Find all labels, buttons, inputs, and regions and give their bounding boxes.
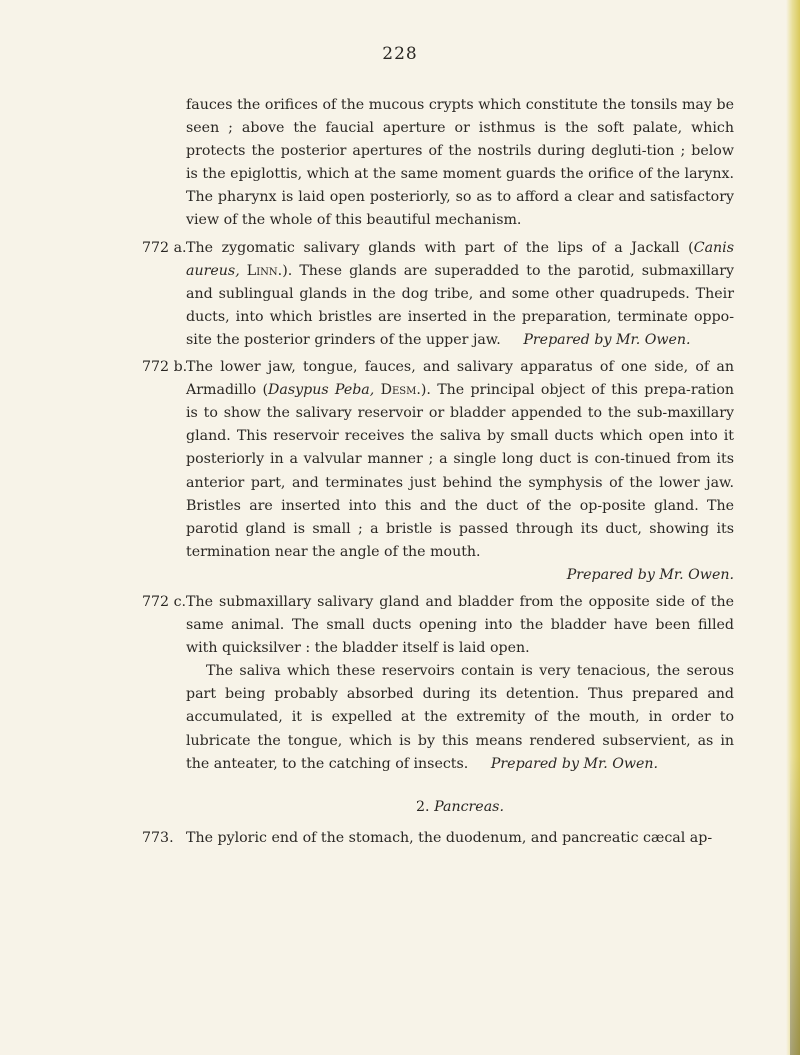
species-name: Dasypus Peba,	[268, 382, 375, 399]
intro-paragraph: fauces the orifices of the mucous crypts which constitute the tonsils may be seen ; above the faucial aperture or isthmus is the soft palate, which protects the posterior apertures of the nostrils during degluti-tion ; below is the epiglottis, which at the same moment guards the orifice of the larynx. The pharynx is laid open posteriorly, so as to afford a clear and satisfactory view of the whole of this beautiful mechanism.	[186, 97, 734, 229]
entry-text: The submaxillary salivary gland and bladder from the opposite side of the same animal. The small ducts opening into the bladder have been filled with quicksilver : the bladder itself is laid open.	[186, 593, 734, 657]
page-number: 228	[382, 44, 418, 64]
authority: Linn.	[246, 262, 283, 279]
section-number: 2.	[416, 798, 430, 815]
page-edge-shadow	[790, 755, 800, 1055]
entry-text: The lower jaw, tongue, fauces, and salivary apparatus of one side, of an Armadillo (Dasypus Peba, Desm.). The principal object of this prepa-ration is to show the salivary reservoir or bladder appended to the sub-maxillary gland. This reservoir receives the saliva by small ducts which open into it posteriorly in a valvular manner ; a single long duct is con-tinued from its anterior part, and terminates just behind the symphysis of the lower jaw. Bristles are inserted into this and the duct of the op-posite gland. The parotid gland is small ; a bristle is passed through its duct, showing its termination near the angle of the mouth.	[186, 359, 734, 560]
entry-continuation: The saliva which these reservoirs contain is very tenacious, the serous part being probably absorbed during its detention. Thus prepared and accumulated, it is expelled at the extremity of the mouth, in order to lubricate the tongue, which is by this means rendered subservient, as in the anteater, to the catching of insects. Prepared by Mr. Owen.	[186, 663, 734, 772]
main-text	[142, 94, 735, 850]
entry-773	[142, 827, 734, 850]
entry-text: The pyloric end of the stomach, the duodenum, and pancreatic cæcal ap-	[186, 829, 713, 846]
entry-number: 773.	[142, 829, 174, 846]
attribution-line	[186, 564, 734, 587]
attribution: Prepared by Mr. Owen.	[490, 755, 659, 772]
attribution: Prepared by Mr. Owen.	[523, 331, 691, 348]
entry-772a	[142, 237, 735, 352]
authority: Desm.	[380, 382, 421, 399]
section-heading	[186, 796, 734, 819]
entry-772c	[142, 591, 734, 776]
entry-number: 772 a.	[142, 239, 187, 256]
entry-text: The zygomatic salivary glands with part of the lips of a Jackall (Canis aureus, Linn.). These glands are superadded to the parotid, submaxillary and sublingual glands in the dog tribe, and some other quadrupeds. Their ducts, into which bristles are inserted in the preparation, terminate oppo-site the posterior grinders of the upper jaw. Prepared by Mr. Owen.	[186, 239, 735, 348]
species-name: Canis aureus,	[186, 239, 734, 279]
entry-number: 772 b.	[142, 359, 188, 376]
entry-number: 772 c.	[142, 593, 187, 610]
attribution: Prepared by Mr. Owen.	[566, 566, 734, 583]
entry-772b	[142, 356, 734, 587]
section-title: Pancreas.	[434, 798, 504, 815]
